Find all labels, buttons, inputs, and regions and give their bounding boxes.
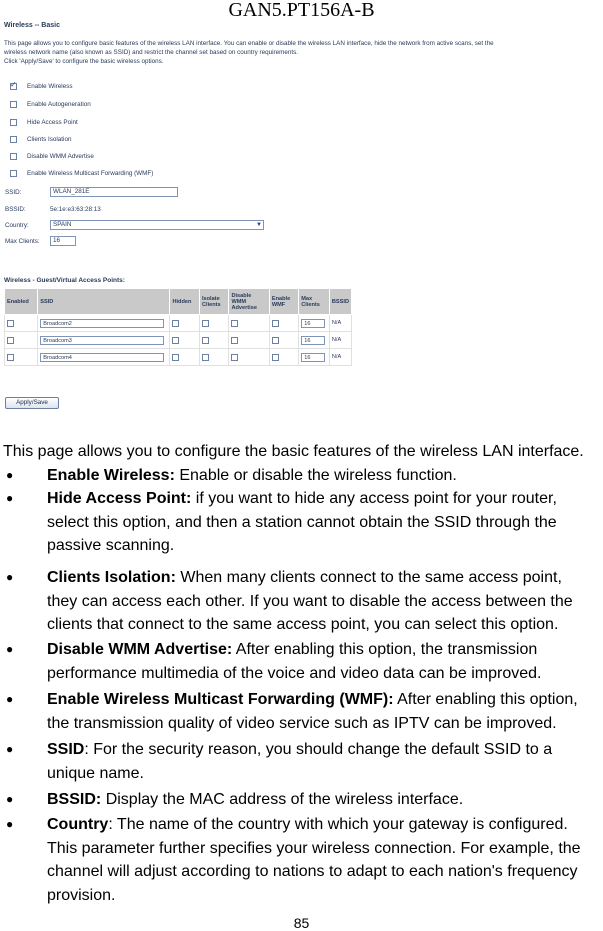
row-wmf-checkbox[interactable] bbox=[272, 320, 279, 327]
bullet-icon: ● bbox=[6, 467, 14, 482]
col-hidden: Hidden bbox=[170, 289, 200, 315]
col-wmf: Enable WMF bbox=[269, 289, 298, 315]
row-wmm-checkbox[interactable] bbox=[231, 320, 238, 327]
row-isolate-checkbox[interactable] bbox=[202, 320, 209, 327]
bullet-icon: ● bbox=[6, 742, 14, 756]
bullet-icon: ● bbox=[6, 817, 14, 831]
hide-access-point-label: Hide Access Point bbox=[27, 119, 78, 126]
clients-isolation-label: Clients Isolation bbox=[27, 136, 72, 143]
chevron-down-icon: ▼ bbox=[256, 222, 262, 228]
col-enabled: Enabled bbox=[5, 289, 38, 315]
row-ssid-input[interactable]: Broadcom3 bbox=[40, 336, 164, 345]
row-wmm-checkbox[interactable] bbox=[231, 337, 238, 344]
list-item-text: Country: The name of the country with which your gateway is configured. This parameter further specifies your wireless connection. For example, the channel will adjust according to nations to adapt to each nation's frequency provision. bbox=[47, 816, 581, 904]
term: Enable Wireless: bbox=[47, 466, 175, 484]
enable-wmf-label: Enable Wireless Multicast Forwarding (WMF) bbox=[27, 170, 154, 177]
enable-autogeneration-label: Enable Autogeneration bbox=[27, 101, 91, 108]
bullet-icon: ● bbox=[6, 792, 14, 806]
list-item-text: Hide Access Point: if you want to hide any access point for your router, select this option, and then a station cannot obtain the SSID through the passive scanning. bbox=[47, 490, 557, 554]
row-ssid-input[interactable]: Broadcom2 bbox=[40, 319, 164, 328]
term: Clients Isolation: bbox=[47, 569, 176, 586]
row-ssid-input[interactable]: Broadcom4 bbox=[40, 353, 164, 362]
bssid-label: BSSID: bbox=[5, 206, 26, 213]
bssid-value: 5e:1e:e3:63:28:13 bbox=[50, 206, 101, 213]
term: Enable Wireless Multicast Forwarding (WMF): bbox=[47, 691, 394, 708]
row-enabled-checkbox[interactable] bbox=[7, 337, 14, 344]
table-header-row bbox=[5, 289, 352, 315]
disable-wmm-checkbox[interactable] bbox=[10, 153, 17, 160]
enable-wireless-label: Enable Wireless bbox=[27, 83, 73, 90]
bullet-icon: ● bbox=[6, 692, 14, 706]
col-bssid: BSSID bbox=[329, 289, 351, 315]
intro-line: wireless network name (also known as SSID) and restrict the channel set based on country requirements. bbox=[4, 49, 298, 56]
list-item-text: Disable WMM Advertise: After enabling this option, the transmission performance multimedia of the voice and video data can be improved. bbox=[47, 641, 542, 682]
screenshot-intro bbox=[4, 39, 594, 66]
table-row bbox=[5, 315, 352, 332]
document-header: GAN5.PT156A-B bbox=[228, 0, 375, 21]
guest-ap-title: Wireless - Guest/Virtual Access Points: bbox=[4, 277, 125, 284]
intro-line: This page allows you to configure basic features of the wireless LAN interface. You can enable or disable the wireless LAN interface, hide the network from active scans, set the bbox=[4, 40, 494, 47]
term: SSID bbox=[47, 741, 85, 758]
term: Country bbox=[47, 816, 109, 833]
row-wmf-checkbox[interactable] bbox=[272, 337, 279, 344]
guest-ap-table bbox=[4, 288, 352, 366]
enable-autogeneration-checkbox[interactable] bbox=[10, 101, 17, 108]
row-max-input[interactable]: 16 bbox=[301, 353, 325, 362]
row-bssid: N/A bbox=[329, 332, 351, 349]
country-select-value: SPAIN bbox=[53, 221, 72, 228]
row-isolate-checkbox[interactable] bbox=[202, 337, 209, 344]
intro-paragraph: This page allows you to configure the basic features of the wireless LAN interface. bbox=[3, 443, 584, 460]
list-item-text: BSSID: Display the MAC address of the wireless interface. bbox=[47, 791, 464, 808]
row-wmm-checkbox[interactable] bbox=[231, 354, 238, 361]
row-wmf-checkbox[interactable] bbox=[272, 354, 279, 361]
enable-wmf-checkbox[interactable] bbox=[10, 170, 17, 177]
list-item-text: SSID: For the security reason, you should change the default SSID to a unique name. bbox=[47, 741, 553, 782]
enable-wireless-checkbox[interactable] bbox=[10, 83, 17, 90]
ssid-input[interactable]: WLAN_281E bbox=[50, 187, 178, 197]
term: BSSID: bbox=[47, 791, 102, 808]
list-item-text: Clients Isolation: When many clients connect to the same access point, they can access each other. If you want to disable the access between the clients that connect to the same access point, you can select this option. bbox=[47, 569, 573, 633]
term: Disable WMM Advertise: bbox=[47, 641, 233, 658]
intro-line: Click 'Apply/Save' to configure the basic wireless options. bbox=[4, 58, 164, 65]
bullet-icon: ● bbox=[6, 642, 14, 656]
row-hidden-checkbox[interactable] bbox=[172, 337, 179, 344]
list-item-text: Enable Wireless: Enable or disable the wireless function. bbox=[47, 466, 457, 484]
router-screenshot bbox=[4, 22, 599, 417]
col-max: Max Clients bbox=[299, 289, 330, 315]
row-hidden-checkbox[interactable] bbox=[172, 354, 179, 361]
table-row bbox=[5, 332, 352, 349]
row-bssid: N/A bbox=[329, 315, 351, 332]
row-hidden-checkbox[interactable] bbox=[172, 320, 179, 327]
row-max-input[interactable]: 16 bbox=[301, 319, 325, 328]
hide-access-point-checkbox[interactable] bbox=[10, 119, 17, 126]
row-enabled-checkbox[interactable] bbox=[7, 320, 14, 327]
table-row bbox=[5, 349, 352, 366]
max-clients-label: Max Clients: bbox=[5, 238, 40, 245]
country-select[interactable] bbox=[50, 220, 264, 230]
list-item-text: Enable Wireless Multicast Forwarding (WMF): After enabling this option, the transmission quality of video service such as IPTV can be improved. bbox=[47, 691, 578, 732]
col-wmm: Disable WMM Advertise bbox=[229, 289, 269, 315]
col-isolate: Isolate Clients bbox=[199, 289, 228, 315]
clients-isolation-checkbox[interactable] bbox=[10, 136, 17, 143]
apply-save-button[interactable]: Apply/Save bbox=[5, 397, 59, 409]
max-clients-input[interactable]: 16 bbox=[50, 236, 76, 246]
country-label: Country: bbox=[5, 222, 29, 229]
col-ssid: SSID bbox=[38, 289, 170, 315]
row-isolate-checkbox[interactable] bbox=[202, 354, 209, 361]
bullet-icon: ● bbox=[6, 570, 14, 584]
row-max-input[interactable]: 16 bbox=[301, 336, 325, 345]
row-enabled-checkbox[interactable] bbox=[7, 354, 14, 361]
ssid-label: SSID: bbox=[5, 189, 22, 196]
page-number: 85 bbox=[293, 915, 310, 931]
disable-wmm-label: Disable WMM Advertise bbox=[27, 153, 94, 160]
bullet-icon: ● bbox=[6, 491, 14, 505]
term: Hide Access Point: bbox=[47, 490, 192, 507]
row-bssid: N/A bbox=[329, 349, 351, 366]
screenshot-title: Wireless -- Basic bbox=[4, 22, 60, 29]
